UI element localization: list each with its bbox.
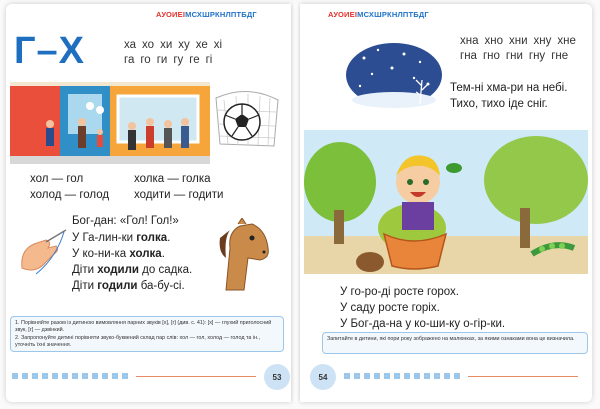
syllable: гни <box>505 50 523 62</box>
left-page <box>6 4 291 402</box>
alphabet-consonants: МСХШРКНЛПТБДГ <box>185 10 257 19</box>
soccer-ball-icon <box>214 88 280 150</box>
poem-line: Тихо, тихо іде сніг. <box>450 98 548 110</box>
page-divider-right <box>468 376 578 377</box>
sentence: У ко-ни-ка холка. <box>72 248 165 260</box>
word-pair: холод — голод <box>30 189 110 201</box>
syllable: гно <box>482 50 500 62</box>
syllable: гу <box>173 54 184 66</box>
goal-quote: Бог-дан: «Гол! Гол!» <box>72 215 179 227</box>
page-divider-left <box>136 376 256 377</box>
alphabet-consonants: МСХШРКНЛПТБДГ <box>357 10 429 19</box>
page-number-left: 53 <box>264 364 290 390</box>
syllables-row-1 <box>460 34 582 49</box>
syllable: га <box>124 54 135 66</box>
syllables-table-right <box>460 34 582 64</box>
alphabet-strip-left <box>156 10 257 19</box>
snowy-night-illustration <box>344 40 444 110</box>
note-item: 2. Запропонуйте дитині порівняти звуко-буквений склад пар слів: хол — гол, холод — голод та ін., уточніть їхні значення. <box>15 335 261 349</box>
syllables-row-2 <box>460 49 582 64</box>
sentence: У саду росте горіх. <box>340 302 440 314</box>
parent-notes-left <box>10 316 284 352</box>
alphabet-vowels: АУОИЕІ <box>156 10 186 19</box>
sentence: Діти ходили до садка. <box>72 264 193 276</box>
syllable: хни <box>509 35 528 47</box>
note-item: Запитайте в дитини, які пори року зображено на малюнках, за якими ознаками вона це визначила. <box>327 336 575 342</box>
page-number-right: 54 <box>310 364 336 390</box>
word-pair: ходити — годити <box>134 189 224 201</box>
parent-note-right <box>322 332 588 354</box>
note-item: 1. Порівняйте разом із дитиною вимовляння парних звуків [х], [г] (див. с. 41): [х] — глухий приголосний звук, [г] — дзвінкий. <box>15 320 272 334</box>
syllable: гне <box>551 50 569 62</box>
poem-line: Тем-ні хма-ри на небі. <box>450 82 568 94</box>
garden-boy-illustration <box>304 130 588 274</box>
syllable: хну <box>533 35 552 47</box>
poem-lines <box>450 80 567 112</box>
syllable: го <box>140 54 151 66</box>
syllable: гна <box>460 50 477 62</box>
sentence: Діти годили ба-бу-сі. <box>72 280 185 292</box>
right-page <box>300 4 592 402</box>
hand-needle-illustration <box>16 228 68 278</box>
syllable: хна <box>460 35 479 47</box>
syllable: гну <box>528 50 546 62</box>
big-letters: Г–Х <box>14 30 86 72</box>
syllables-row-1 <box>124 38 228 53</box>
syllable: хне <box>557 35 576 47</box>
shop-people-illustration <box>10 82 210 164</box>
syllable: хно <box>484 35 503 47</box>
word-pairs <box>30 171 223 203</box>
word-pair: хол — гол <box>30 173 84 185</box>
syllable: ге <box>189 54 200 66</box>
alphabet-vowels: АУОИЕІ <box>328 10 358 19</box>
sentences-right <box>340 284 505 332</box>
syllables-table-left <box>124 38 228 68</box>
syllable: ги <box>156 54 168 66</box>
syllable: хе <box>195 39 208 51</box>
sentence: У Га-лин-ки голка. <box>72 232 171 244</box>
syllable: гі <box>205 54 213 66</box>
syllable: хо <box>142 39 155 51</box>
syllables-row-2 <box>124 53 228 68</box>
word-pair: холка — голка <box>134 173 211 185</box>
sentences-left <box>72 230 192 294</box>
sentence: У го-ро-ді росте горох. <box>340 286 459 298</box>
decorative-dashes-left <box>12 373 132 379</box>
syllable: хи <box>160 39 173 51</box>
syllable: ху <box>178 39 190 51</box>
syllable: ха <box>124 39 137 51</box>
toy-horse-illustration <box>208 218 276 294</box>
alphabet-strip-right <box>328 10 429 19</box>
sentence: У Бог-да-на у ко-ши-ку о-гір-ки. <box>340 318 506 330</box>
decorative-dashes-right <box>344 373 464 379</box>
syllable: хі <box>213 39 223 51</box>
